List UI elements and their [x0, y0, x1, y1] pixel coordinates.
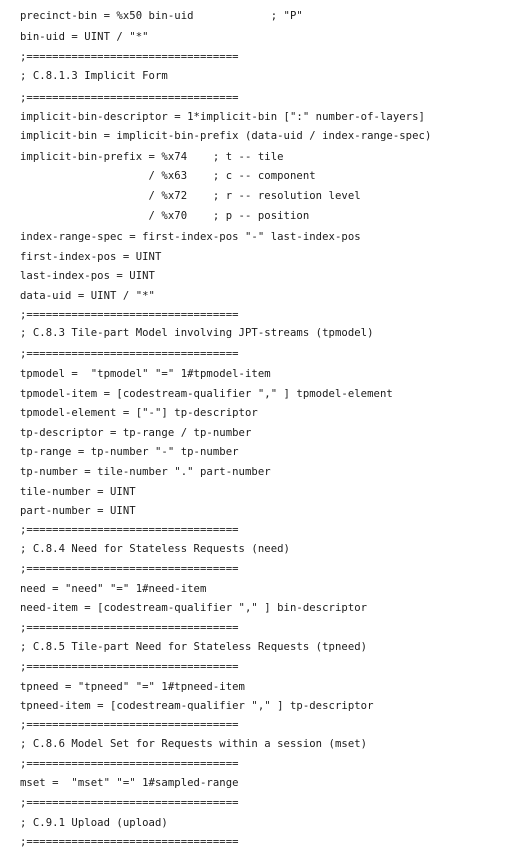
- grammar-line: mset = "mset" "=" 1#sampled-range: [20, 777, 239, 789]
- grammar-line: tile-number = UINT: [20, 486, 136, 498]
- grammar-line: / %x63 ; c -- component: [20, 170, 316, 182]
- separator-line: ;=================================: [20, 524, 239, 536]
- grammar-line: implicit-bin = implicit-bin-prefix (data-uid / index-range-spec): [20, 130, 432, 142]
- separator-line: ;=================================: [20, 836, 239, 848]
- grammar-line: tp-number = tile-number "." part-number: [20, 466, 271, 478]
- grammar-line: data-uid = UINT / "*": [20, 290, 155, 302]
- section-heading: ; C.8.1.3 Implicit Form: [20, 70, 168, 82]
- separator-line: ;=================================: [20, 719, 239, 731]
- grammar-line: / %x70 ; p -- position: [20, 210, 310, 222]
- grammar-line: / %x72 ; r -- resolution level: [20, 190, 361, 202]
- separator-line: ;=================================: [20, 622, 239, 634]
- grammar-line: tpmodel = "tpmodel" "=" 1#tpmodel-item: [20, 368, 271, 380]
- grammar-line: index-range-spec = first-index-pos "-" last-index-pos: [20, 231, 361, 243]
- section-heading: ; C.8.4 Need for Stateless Requests (need): [20, 543, 290, 555]
- grammar-line: last-index-pos = UINT: [20, 270, 155, 282]
- grammar-line: tpneed = "tpneed" "=" 1#tpneed-item: [20, 681, 245, 693]
- separator-line: ;=================================: [20, 92, 239, 104]
- section-heading: ; C.8.6 Model Set for Requests within a session (mset): [20, 738, 368, 750]
- separator-line: ;=================================: [20, 348, 239, 360]
- grammar-line: implicit-bin-prefix = %x74 ; t -- tile: [20, 151, 284, 163]
- grammar-line: need = "need" "=" 1#need-item: [20, 583, 207, 595]
- section-heading: ; C.9.1 Upload (upload): [20, 817, 168, 829]
- grammar-line: tpmodel-element = ["-"] tp-descriptor: [20, 407, 258, 419]
- grammar-line: tp-descriptor = tp-range / tp-number: [20, 427, 252, 439]
- grammar-line: tpneed-item = [codestream-qualifier "," ] tp-descriptor: [20, 700, 374, 712]
- separator-line: ;=================================: [20, 797, 239, 809]
- grammar-line: first-index-pos = UINT: [20, 251, 162, 263]
- section-heading: ; C.8.3 Tile-part Model involving JPT-streams (tpmodel): [20, 327, 374, 339]
- separator-line: ;=================================: [20, 51, 239, 63]
- grammar-line: precinct-bin = %x50 bin-uid ; "P": [20, 10, 303, 22]
- grammar-line: implicit-bin-descriptor = 1*implicit-bin [":" number-of-layers]: [20, 111, 425, 123]
- section-heading: ; C.8.5 Tile-part Need for Stateless Requests (tpneed): [20, 641, 368, 653]
- separator-line: ;=================================: [20, 758, 239, 770]
- separator-line: ;=================================: [20, 661, 239, 673]
- grammar-line: tp-range = tp-number "-" tp-number: [20, 446, 239, 458]
- separator-line: ;=================================: [20, 309, 239, 321]
- grammar-line: need-item = [codestream-qualifier "," ] bin-descriptor: [20, 602, 368, 614]
- grammar-line: tpmodel-item = [codestream-qualifier "," ] tpmodel-element: [20, 388, 393, 400]
- separator-line: ;=================================: [20, 563, 239, 575]
- grammar-line: part-number = UINT: [20, 505, 136, 517]
- grammar-line: bin-uid = UINT / "*": [20, 31, 149, 43]
